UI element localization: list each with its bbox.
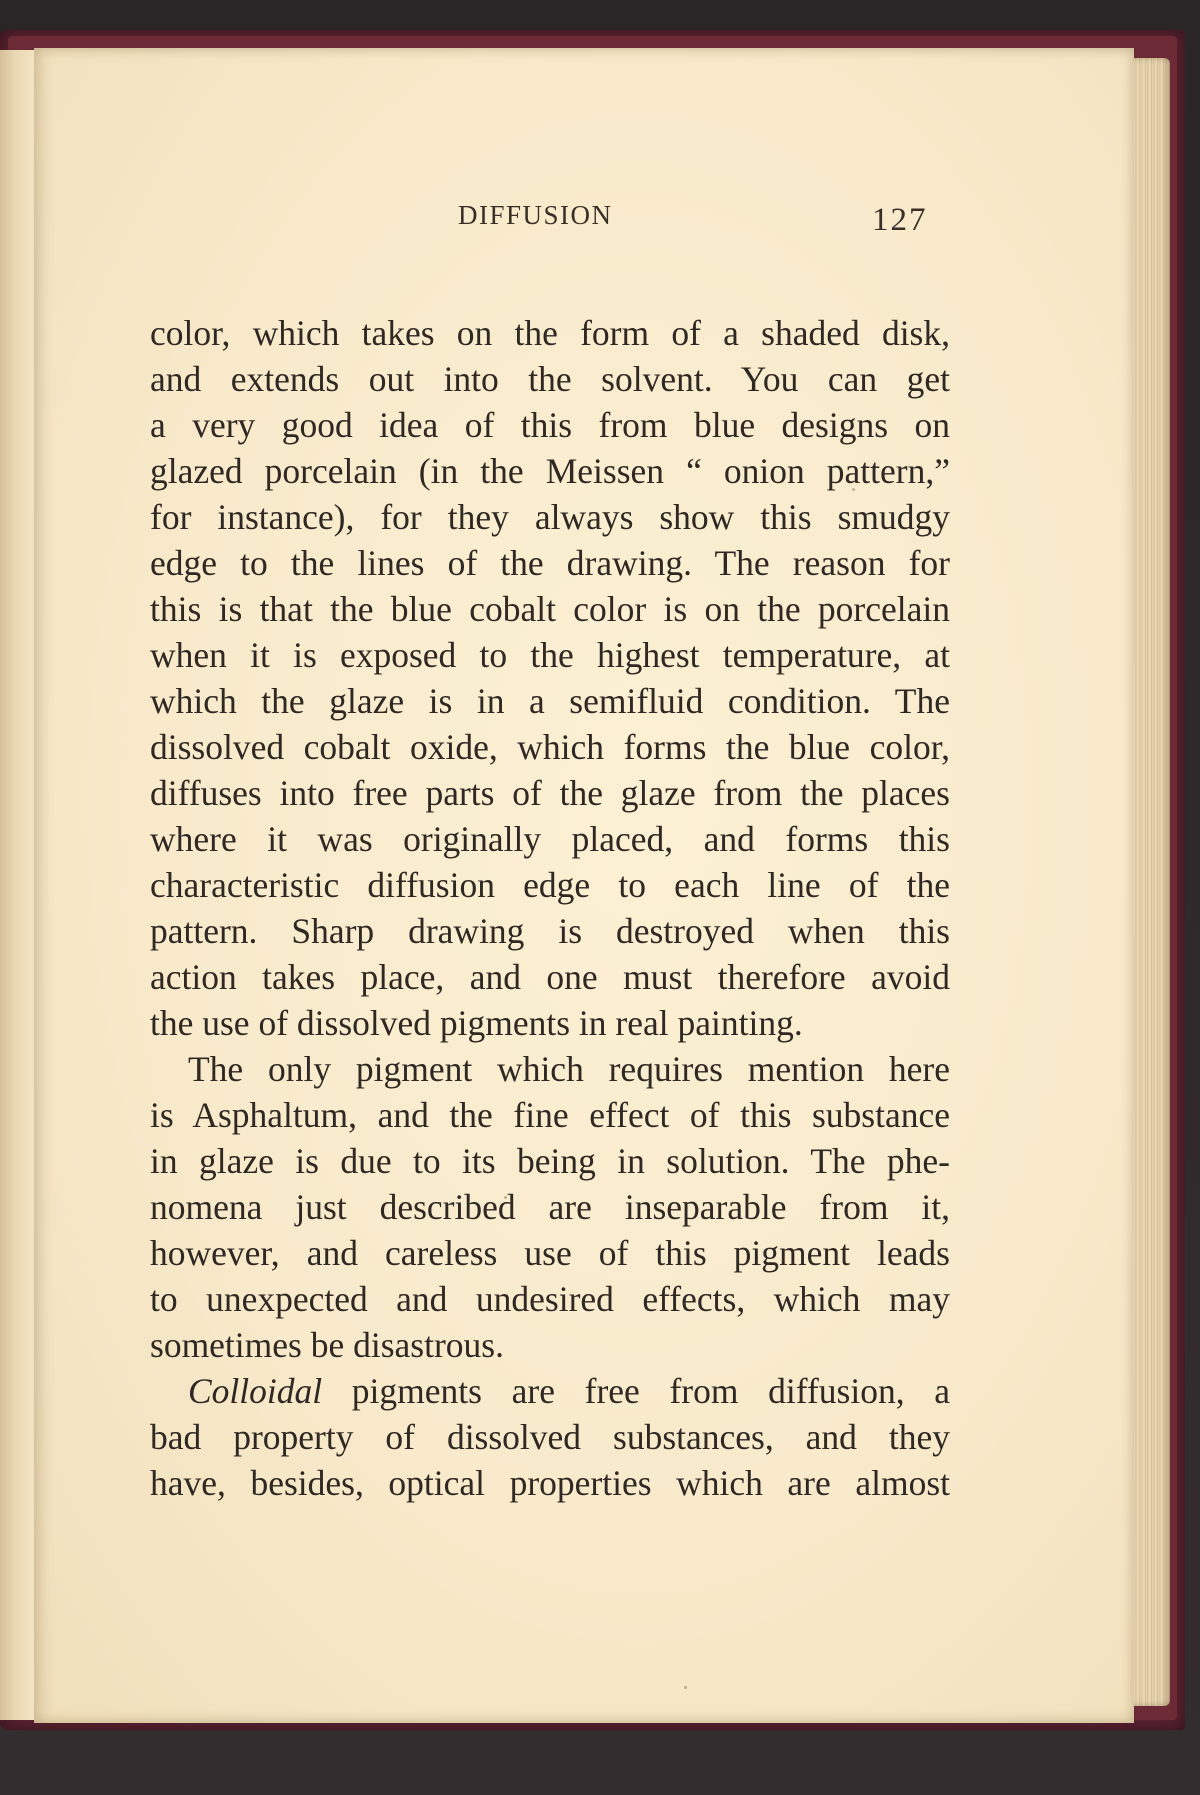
text-line: The only pigment which requires mention here bbox=[188, 1049, 950, 1089]
paper-speck bbox=[504, 1196, 507, 1199]
paper-speck bbox=[684, 1686, 687, 1689]
text-line: characteristic diffusion edge to each line of the bbox=[150, 865, 950, 905]
text-line: this is that the blue cobalt color is on the porcelain bbox=[150, 589, 950, 629]
text-line: glazed porcelain (in the Meissen “ onion pattern,” bbox=[150, 451, 950, 491]
text-line: however, and careless use of this pigment leads bbox=[150, 1233, 950, 1273]
text-line: a very good idea of this from blue designs on bbox=[150, 405, 950, 445]
text-line: diffuses into free parts of the glaze from the places bbox=[150, 773, 950, 813]
page-edges bbox=[1128, 58, 1170, 1706]
text-line: have, besides, optical properties which are almost bbox=[150, 1463, 950, 1503]
paragraph bbox=[150, 1046, 950, 1368]
text-line: color, which takes on the form of a shaded disk, bbox=[150, 313, 950, 353]
text-line: the use of dissolved pigments in real painting. bbox=[150, 1003, 803, 1043]
running-head bbox=[34, 200, 1134, 240]
text-line-rest: pigments are free from diffusion, a bbox=[322, 1371, 950, 1411]
book-page bbox=[34, 48, 1134, 1723]
page-number: 127 bbox=[872, 202, 928, 238]
text-line: action takes place, and one must therefore avoid bbox=[150, 957, 950, 997]
text-line: to unexpected and undesired effects, which may bbox=[150, 1279, 950, 1319]
text-line: which the glaze is in a semifluid condition. The bbox=[150, 681, 950, 721]
text-line: bad property of dissolved substances, and they bbox=[150, 1417, 950, 1457]
paragraph bbox=[150, 310, 950, 1046]
italic-term: Colloidal bbox=[188, 1371, 323, 1411]
text-line: when it is exposed to the highest temperature, at bbox=[150, 635, 950, 675]
text-line: where it was originally placed, and forms this bbox=[150, 819, 950, 859]
text-line: dissolved cobalt oxide, which forms the blue color, bbox=[150, 727, 950, 767]
text-line: is Asphaltum, and the fine effect of this substance bbox=[150, 1095, 950, 1135]
paragraph bbox=[150, 1368, 950, 1506]
running-title: DIFFUSION bbox=[458, 200, 613, 230]
text-line: sometimes be disastrous. bbox=[150, 1325, 504, 1365]
text-line bbox=[150, 1368, 950, 1414]
body-text bbox=[150, 310, 950, 1506]
text-line: and extends out into the solvent. You can get bbox=[150, 359, 950, 399]
text-line: for instance), for they always show this smudgy bbox=[150, 497, 950, 537]
text-line: nomena just described are inseparable from it, bbox=[150, 1187, 950, 1227]
text-line: in glaze is due to its being in solution. The phe- bbox=[150, 1141, 950, 1181]
text-line: edge to the lines of the drawing. The reason for bbox=[150, 543, 950, 583]
paper-speck bbox=[852, 488, 855, 491]
left-page-gutter bbox=[0, 50, 38, 1720]
text-line: pattern. Sharp drawing is destroyed when this bbox=[150, 911, 950, 951]
